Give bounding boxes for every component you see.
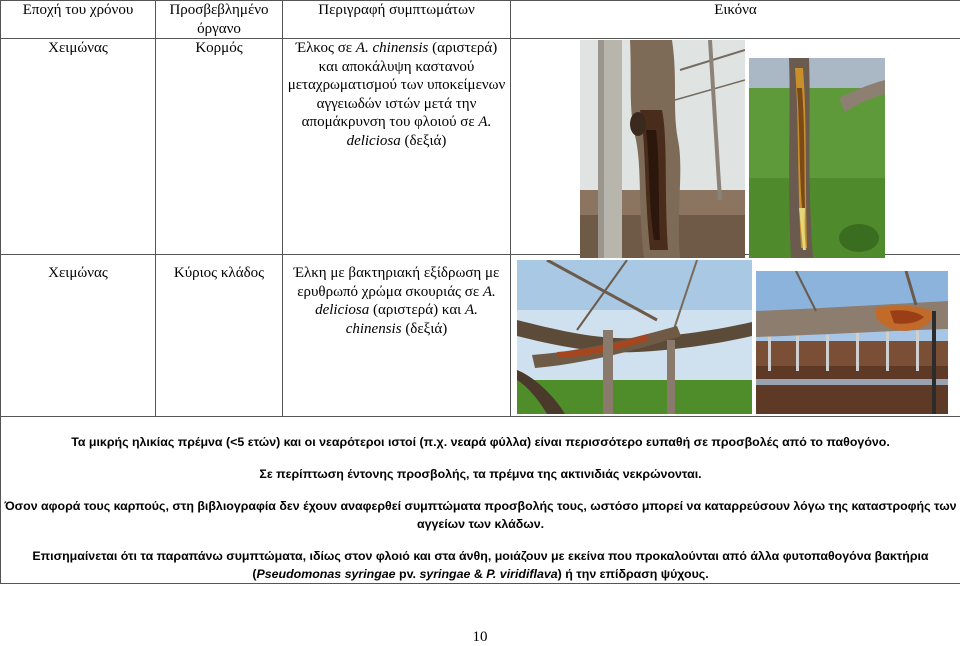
photo-trunk-canker-chinensis: [580, 40, 745, 258]
row-2-description: Έλκη με βακτηριακή εξίδρωση με ερυθρωπό χρώμα σκουριάς σε A. deliciosa (αριστερά) και A. chinensis (δεξιά): [283, 255, 511, 417]
footer-notes: [1, 417, 960, 584]
header-organ: Προσβεβλημένο όργανο: [156, 1, 283, 39]
photo-branch-canker-chinensis: [756, 271, 948, 414]
table-header-row: [1, 1, 960, 39]
footer-paragraph: Όσον αφορά τους καρπούς, στη βιβλιογραφία δεν έχουν αναφερθεί συμπτώματα προσβολής τους, ωστόσο μπορεί να καταρρεύσουν λόγω της καταστροφής των αγγείων των κλάδων.: [4, 499, 957, 531]
footer-paragraph: Τα μικρής ηλικίας πρέμνα (<5 ετών) και οι νεαρότεροι ιστοί (π.χ. νεαρά φύλλα) είναι περισσότερο ευπαθή σε προσβολές από το παθογόνο.: [71, 435, 890, 449]
page-number: 10: [472, 629, 488, 645]
row-1-description: Έλκος σε A. chinensis (αριστερά) και αποκάλυψη καστανού μεταχρωματισμού των υποκείμενων αγγειωδών ιστών μετά την απομάκρυνση του φλοιού σε A. deliciosa (δεξιά): [283, 39, 511, 255]
row-1-season: Χειμώνας: [1, 39, 156, 255]
footer-paragraph: Επισημαίνεται ότι τα παραπάνω συμπτώματα, ιδίως στον φλοιό και στα άνθη, μοιάζουν με εκείνα που προκαλούνται από άλλα φυτοπαθογόνα βακτήρια (Pseudomonas syringae pv. syringae & P. viridiflava) ή την επίδραση ψύχους.: [32, 549, 929, 581]
photo-trunk-discoloration-deliciosa: [749, 58, 885, 258]
row-2-organ: Κύριος κλάδος: [156, 255, 283, 417]
row-2-season: Χειμώνας: [1, 255, 156, 417]
header-description: Περιγραφή συμπτωμάτων: [283, 1, 511, 39]
row-1-organ: Κορμός: [156, 39, 283, 255]
photo-branch-canker-deliciosa: [517, 260, 752, 414]
header-season: Εποχή του χρόνου: [1, 1, 156, 39]
table-footer-row: [1, 417, 960, 584]
footer-paragraph: Σε περίπτωση έντονης προσβολής, τα πρέμνα της ακτινιδιάς νεκρώνονται.: [259, 467, 702, 481]
header-image: Εικόνα: [511, 1, 960, 39]
